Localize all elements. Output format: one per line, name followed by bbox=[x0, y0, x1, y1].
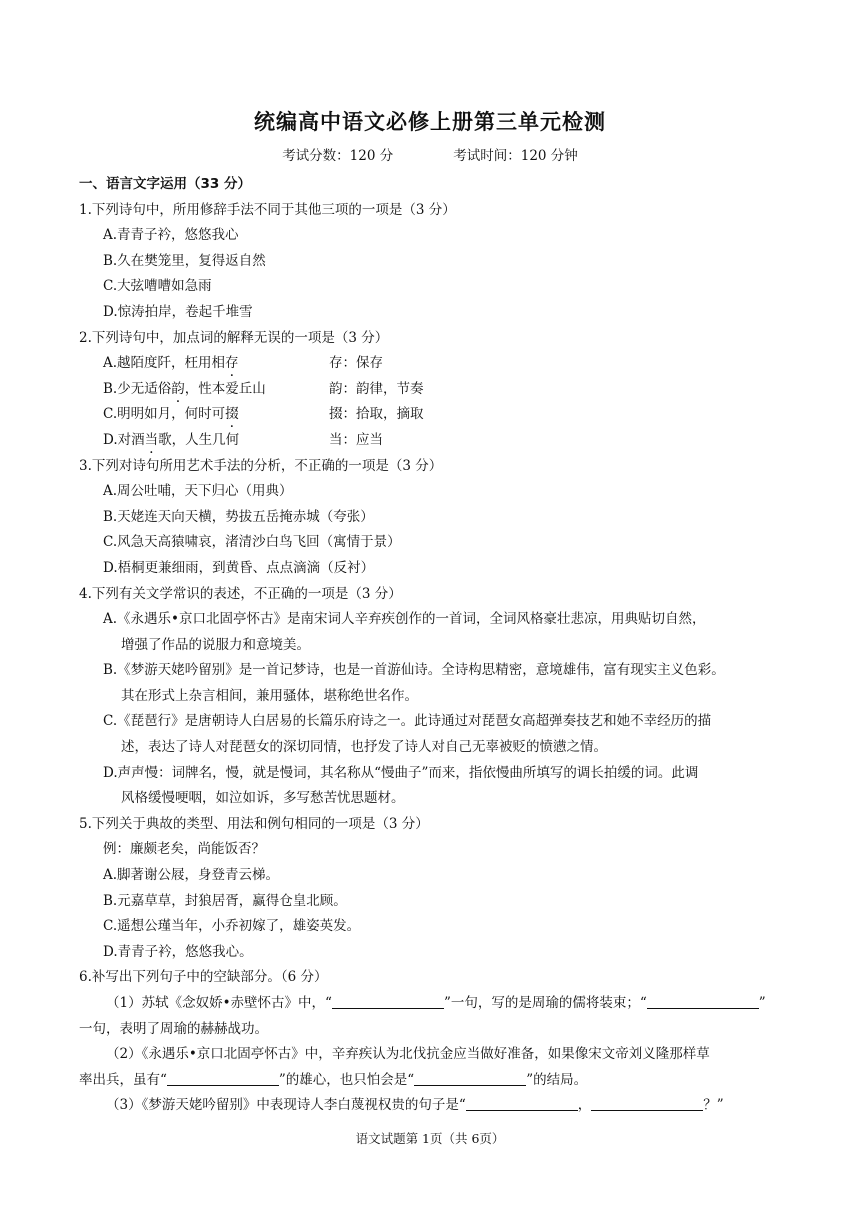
exam-time: 考试时间：120 分钟 bbox=[453, 148, 578, 164]
question-3-option-c: C.风急天高猿啸哀，渚清沙白鸟飞回（寓情于景） bbox=[103, 534, 401, 551]
question-4-option-c-line2: 述，表达了诗人对琵琶女的深切同情，也抒发了诗人对自己无辜被贬的愤懑之情。 bbox=[121, 739, 607, 756]
page-title: 统编高中语文必修上册第三单元检测 bbox=[254, 110, 606, 134]
exam-content bbox=[79, 172, 789, 1119]
question-5-option-b: B.元嘉草草，封狼居胥，赢得仓皇北顾。 bbox=[103, 892, 347, 909]
section-heading: 一、语言文字运用（33 分） bbox=[79, 176, 251, 192]
sentence-text: 率出兵，虽有“ bbox=[79, 1071, 167, 1088]
question-6-sentence-3 bbox=[79, 1093, 789, 1119]
question-6-sentence-1-cont: 一句，表明了周瑜的赫赫战功。 bbox=[79, 1020, 268, 1037]
question-4-option-a-line1: A.《永遇乐•京口北固亭怀古》是南宋词人辛弃疾创作的一首词，全词风格豪壮悲凉，用典贴切自然， bbox=[103, 611, 706, 628]
option-text: A.越陌度阡，枉用相 bbox=[103, 355, 226, 372]
answer-blank[interactable] bbox=[591, 1095, 703, 1111]
option-text: ，性本爱丘山 bbox=[184, 380, 266, 397]
question-3-option-d: D.梧桐更兼细雨，到黄昏、点点滴滴（反衬） bbox=[103, 559, 375, 576]
dotted-word: 韵 bbox=[171, 380, 185, 397]
question-5-option-d: D.青青子衿，悠悠我心。 bbox=[103, 943, 253, 960]
question-1-option-a: A.青青子衿，悠悠我心 bbox=[103, 227, 239, 244]
question-6-sentence-2-line2 bbox=[79, 1068, 789, 1094]
sentence-text: ”的雄心，也只怕会是“ bbox=[278, 1071, 415, 1088]
sentence-text: （1）苏轼《念奴娇•赤壁怀古》中，“ bbox=[106, 995, 332, 1011]
dotted-word: 掇 bbox=[225, 406, 239, 423]
dotted-word: 存 bbox=[225, 355, 239, 372]
answer-blank[interactable] bbox=[332, 993, 444, 1009]
question-5-option-a: A.脚著谢公屐，身登青云梯。 bbox=[103, 867, 280, 884]
question-3-stem: 3.下列对诗句所用艺术手法的分析，不正确的一项是（3 分） bbox=[79, 457, 443, 474]
question-2-option-c bbox=[79, 402, 789, 428]
question-4-option-b-line1: B.《梦游天姥吟留别》是一首记梦诗，也是一首游仙诗。全诗构思精密，意境雄伟，富有现实主义色彩。 bbox=[103, 662, 725, 679]
exam-score: 考试分数：120 分 bbox=[282, 148, 394, 164]
answer-blank[interactable] bbox=[647, 993, 759, 1009]
question-1-option-b: B.久在樊笼里，复得返自然 bbox=[103, 252, 266, 269]
answer-blank[interactable] bbox=[466, 1095, 578, 1111]
question-1-option-c: C.大弦嘈嘈如急雨 bbox=[103, 278, 212, 295]
sentence-text: ”一句，写的是周瑜的儒将装束；“ bbox=[443, 995, 647, 1011]
question-1-option-d: D.惊涛拍岸，卷起千堆雪 bbox=[103, 303, 253, 320]
option-text: D.对酒 bbox=[103, 431, 145, 448]
question-1-stem: 1.下列诗句中，所用修辞手法不同于其他三项的一项是（3 分） bbox=[79, 201, 456, 218]
question-6-stem: 6.补写出下列句子中的空缺部分。（6 分） bbox=[79, 969, 328, 986]
question-3-option-a: A.周公吐哺，天下归心（用典） bbox=[103, 483, 293, 500]
question-4-stem: 4.下列有关文学常识的表述，不正确的一项是（3 分） bbox=[79, 585, 402, 602]
question-4-option-c-line1: C.《琵琶行》是唐朝诗人白居易的长篇乐府诗之一。此诗通过对琵琶女高超弹奏技艺和她不幸经历的描 bbox=[103, 713, 712, 730]
exam-meta bbox=[0, 144, 860, 164]
option-explanation: 当：应当 bbox=[329, 431, 383, 448]
sentence-text: ， bbox=[577, 1097, 592, 1114]
question-3-option-b: B.天姥连天向天横，势拔五岳掩赤城（夸张） bbox=[103, 508, 374, 525]
answer-blank[interactable] bbox=[414, 1070, 526, 1086]
sentence-text: ”的结局。 bbox=[526, 1071, 588, 1088]
question-5-stem: 5.下列关于典故的类型、用法和例句相同的一项是（3 分） bbox=[79, 815, 429, 832]
question-6-sentence-1 bbox=[79, 991, 789, 1017]
question-2-option-b bbox=[79, 377, 789, 403]
option-text: C.明明如月，何时可 bbox=[103, 406, 226, 423]
question-2-option-d bbox=[79, 428, 789, 454]
question-4-option-d-line2: 风格缓慢哽咽，如泣如诉，多写愁苦忧思题材。 bbox=[121, 790, 405, 807]
question-4-option-a-line2: 增强了作品的说服力和意境美。 bbox=[121, 636, 310, 653]
option-text: B.少无适俗 bbox=[103, 380, 172, 397]
option-explanation: 掇：拾取，摘取 bbox=[329, 406, 424, 423]
sentence-text: ” bbox=[758, 995, 766, 1011]
question-4-option-b-line2: 其在形式上杂言相间，兼用骚体，堪称绝世名作。 bbox=[121, 687, 418, 704]
question-4-option-d-line1: D.声声慢：词牌名，慢，就是慢词，其名称从“慢曲子”而来，指依慢曲所填写的调长拍缓的词。此调 bbox=[103, 764, 699, 781]
question-2-stem: 2.下列诗句中，加点词的解释无误的一项是（3 分） bbox=[79, 329, 389, 346]
sentence-text: （3）《梦游天姥吟留别》中表现诗人李白蔑视权贵的句子是“ bbox=[106, 1097, 466, 1114]
option-explanation: 存：保存 bbox=[329, 355, 383, 372]
sentence-text: ？” bbox=[703, 1097, 724, 1114]
answer-blank[interactable] bbox=[167, 1070, 279, 1086]
question-5-option-c: C.遥想公瑾当年，小乔初嫁了，雄姿英发。 bbox=[103, 918, 361, 935]
dotted-word: 当 bbox=[144, 431, 159, 448]
page-footer: 语文试题第 1页（共 6页） bbox=[355, 1131, 505, 1146]
question-2-option-a bbox=[79, 351, 789, 377]
option-text: 歌，人生几何 bbox=[158, 431, 240, 448]
option-explanation: 韵：韵律，节奏 bbox=[329, 380, 424, 397]
question-5-example: 例：廉颇老矣，尚能饭否？ bbox=[103, 841, 265, 858]
question-6-sentence-2-line1: （2）《永遇乐•京口北固亭怀古》中，辛弃疾认为北伐抗金应当做好准备，如果像宋文帝刘义隆那样草 bbox=[106, 1046, 710, 1063]
